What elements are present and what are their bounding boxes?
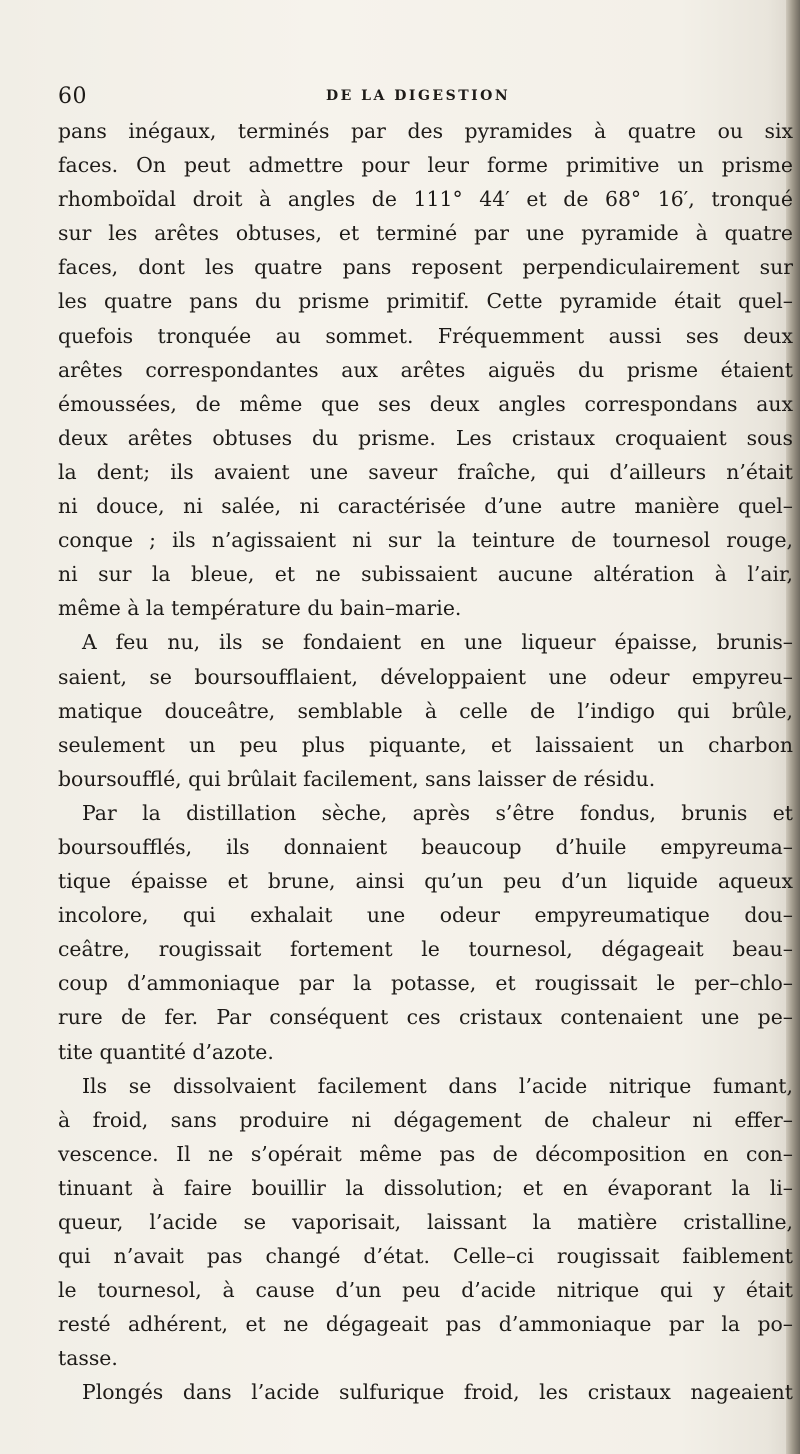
text-line: rure de fer. Par conséquent ces cristaux contenaient une pe–	[58, 1005, 793, 1030]
text-line: faces, dont les quatre pans reposent perpendiculairement sur	[58, 255, 793, 280]
header-title: DE LA DIGESTION	[326, 88, 511, 104]
text-line: ni sur la bleue, et ne subissaient aucune altération à l’air,	[58, 562, 793, 587]
text-line: tite quantité d’azote.	[58, 1039, 274, 1064]
text-line: resté adhérent, et ne dégageait pas d’ammoniaque par la po–	[58, 1312, 793, 1337]
text-line: le tournesol, à cause d’un peu d’acide nitrique qui y était	[58, 1278, 793, 1303]
text-line: ceâtre, rougissait fortement le tournesol, dégageait beau–	[58, 937, 793, 962]
text-line: à froid, sans produire ni dégagement de chaleur ni effer–	[58, 1107, 793, 1132]
text-line: arêtes correspondantes aux arêtes aiguës du prisme étaient	[58, 357, 793, 382]
text-line: Par la distillation sèche, après s’être fondus, brunis et	[82, 800, 793, 825]
text-line: qui n’avait pas changé d’état. Celle–ci rougissait faiblement	[58, 1244, 793, 1269]
text-line: tique épaisse et brune, ainsi qu’un peu d’un liquide aqueux	[58, 869, 793, 894]
text-line: Plongés dans l’acide sulfurique froid, les cristaux nageaient	[82, 1380, 793, 1405]
text-line: la dent; ils avaient une saveur fraîche, qui d’ailleurs n’était	[58, 459, 793, 484]
text-line: faces. On peut admettre pour leur forme primitive un prisme	[58, 153, 793, 178]
text-line: Ils se dissolvaient facilement dans l’acide nitrique fumant,	[82, 1073, 793, 1098]
text-line: quefois tronquée au sommet. Fréquemment aussi ses deux	[58, 323, 793, 348]
text-line: matique douceâtre, semblable à celle de l’indigo qui brûle,	[58, 698, 793, 723]
text-line: tasse.	[58, 1346, 118, 1371]
text-line: deux arêtes obtuses du prisme. Les cristaux croquaient sous	[58, 425, 793, 450]
text-line: tinuant à faire bouillir la dissolution; et en évaporant la li–	[58, 1175, 793, 1200]
running-head	[0, 84, 800, 112]
text-line: incolore, qui exhalait une odeur empyreumatique dou–	[58, 903, 793, 928]
text-line: queur, l’acide se vaporisait, laissant la matière cristalline,	[58, 1210, 793, 1234]
text-line: boursoufflé, qui brûlait facilement, sans laisser de résidu.	[58, 766, 656, 791]
text-line: boursoufflés, ils donnaient beaucoup d’huile empyreuma–	[58, 834, 793, 859]
text-line: A feu nu, ils se fondaient en une liqueur épaisse, brunis–	[82, 630, 793, 655]
text-line: ni douce, ni salée, ni caractérisée d’une autre manière quel–	[58, 494, 793, 519]
text-line: conque ; ils n’agissaient ni sur la teinture de tournesol rouge,	[58, 528, 793, 553]
text-line: les quatre pans du prisme primitif. Cette pyramide était quel–	[58, 289, 793, 314]
page-number: 60	[58, 84, 87, 109]
text-line: rhomboïdal droit à angles de 111° 44′ et de 68° 16′, tronqué	[58, 187, 793, 212]
text-line: saient, se boursoufflaient, développaient une odeur empyreu–	[58, 664, 793, 689]
text-line: même à la température du bain–marie.	[58, 596, 462, 621]
body-text	[58, 114, 793, 1410]
text-line: émoussées, de même que ses deux angles correspondans aux	[58, 391, 793, 416]
text-line: seulement un peu plus piquante, et laissaient un charbon	[58, 732, 793, 757]
text-line: coup d’ammoniaque par la potasse, et rougissait le per–chlo–	[58, 971, 793, 996]
text-line: pans inégaux, terminés par des pyramides à quatre ou six	[58, 119, 793, 143]
text-line: vescence. Il ne s’opérait même pas de décomposition en con–	[58, 1141, 793, 1166]
text-line: sur les arêtes obtuses, et terminé par une pyramide à quatre	[58, 221, 793, 246]
